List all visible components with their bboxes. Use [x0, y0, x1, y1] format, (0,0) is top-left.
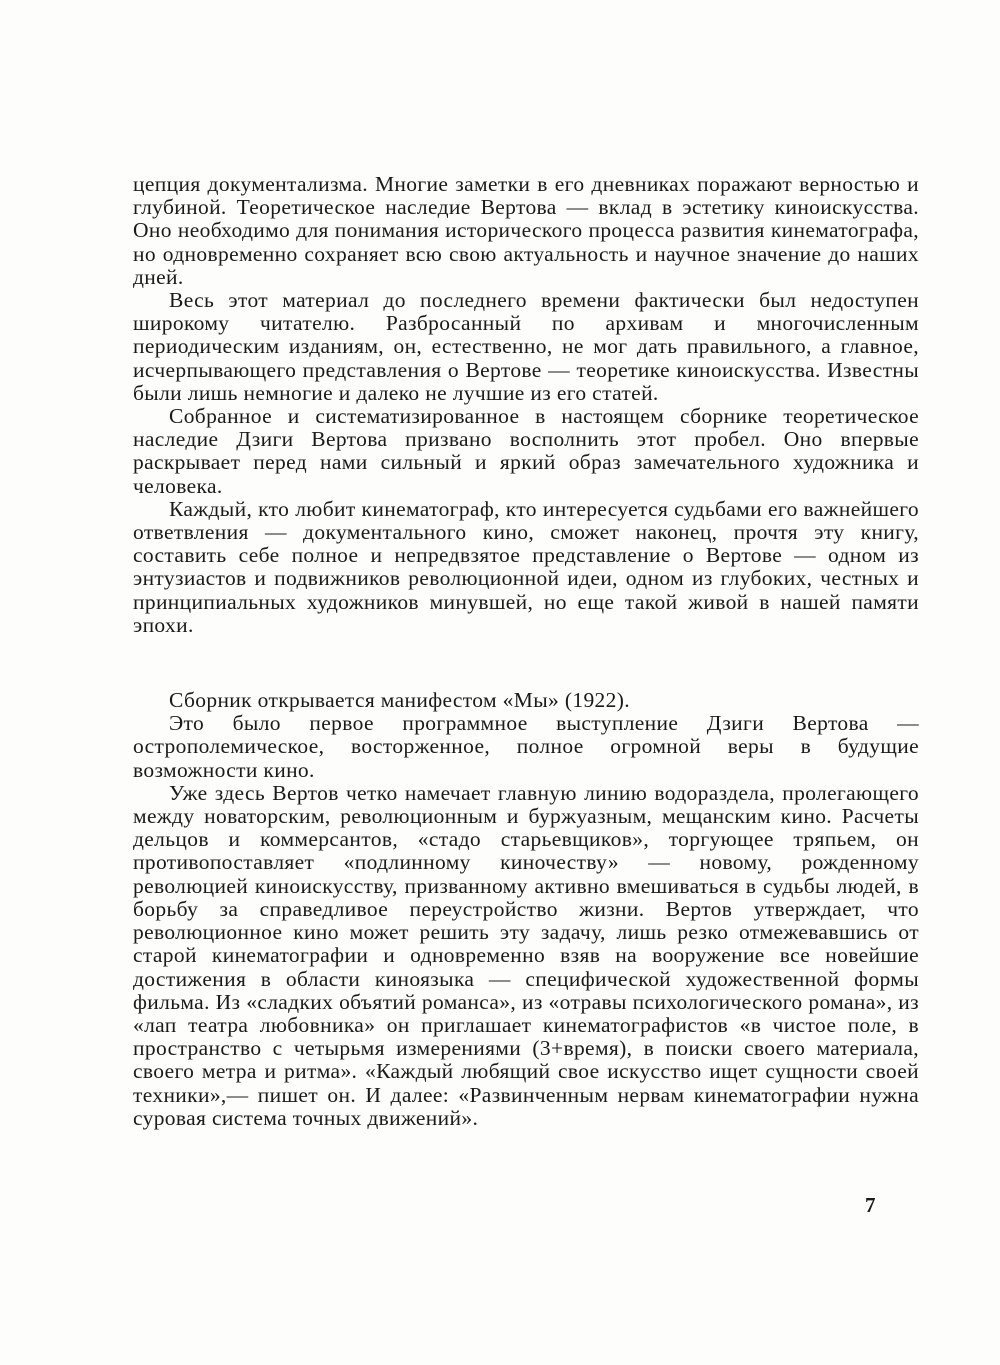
- page-number: 7: [865, 1193, 876, 1217]
- body-text: [133, 173, 919, 1130]
- paragraph-7: Уже здесь Вертов четко намечает главную линию водораздела, пролегающего между новаторским, революционным и буржуазным, мещанским кино. Расчеты дельцов и коммерсантов, «стадо старьевщиков», торгующее тряпьем, он противопоставляет «подлинному киночеству» — новому, рожденному революцией киноискусству, призванному активно вмешиваться в судьбы людей, в борьбу за справедливое переустройство жизни. Вертов утверждает, что революционное кино может решить эту задачу, лишь резко отмежевавшись от старой кинематографии и одновременно взяв на вооружение все новейшие достижения в области киноязыка — специфической художественной формы фильма. Из «сладких объятий романса», из «отравы психологического романа», из «лап театра любовника» он приглашает кинематографистов «в чистое поле, в пространство с четырьмя измерениями (3+время), в поиски своего материала, своего метра и ритма». «Каждый любящий свое искусство ищет сущности своей техники»,— пишет он. И далее: «Развинченным нервам кинематографии нужна суровая система точных движений».: [133, 780, 919, 1130]
- paragraph-3: Собранное и систематизированное в настоящем сборнике теоретическое наследие Дзиги Вертова призвано восполнить этот пробел. Оно впервые раскрывает перед нами сильный и яркий образ замечательного художника и человека.: [133, 404, 919, 498]
- section-gap: [133, 637, 919, 689]
- paragraph-4: Каждый, кто любит кинематограф, кто интересуется судьбами его важнейшего ответвления — документального кино, сможет наконец, прочтя эту книгу, составить себе полное и непредвзятое представление о Вертове — одном из энтузиастов и подвижников революционной идеи, одном из глубоких, честных и принципиальных художников минувшей, но еще такой живой в нашей памяти эпохи.: [133, 496, 919, 637]
- paragraph-5: Сборник открывается манифестом «Мы» (1922).: [169, 688, 630, 713]
- paragraph-1: цепция документализма. Многие заметки в его дневниках поражают верностью и глубиной. Теоретическое наследие Вертова — вклад в эстетику киноискусства. Оно необходимо для понимания исторического процесса развития кинематографа, но одновременно сохраняет всю свою актуальность и научное значение до наших дней.: [133, 172, 919, 289]
- paragraph-2: Весь этот материал до последнего времени фактически был недоступен широкому читателю. Разбросанный по архивам и многочисленным периодическим изданиям, он, естественно, не мог дать правильного, а главное, исчерпывающего представления о Вертове — теоретике киноискусства. Известны были лишь немногие и далеко не лучшие из его статей.: [133, 288, 919, 405]
- paragraph-6: Это было первое программное выступление Дзиги Вертова — острополемическое, восторженное, полное огромной веры в будущие возможности кино.: [133, 711, 919, 782]
